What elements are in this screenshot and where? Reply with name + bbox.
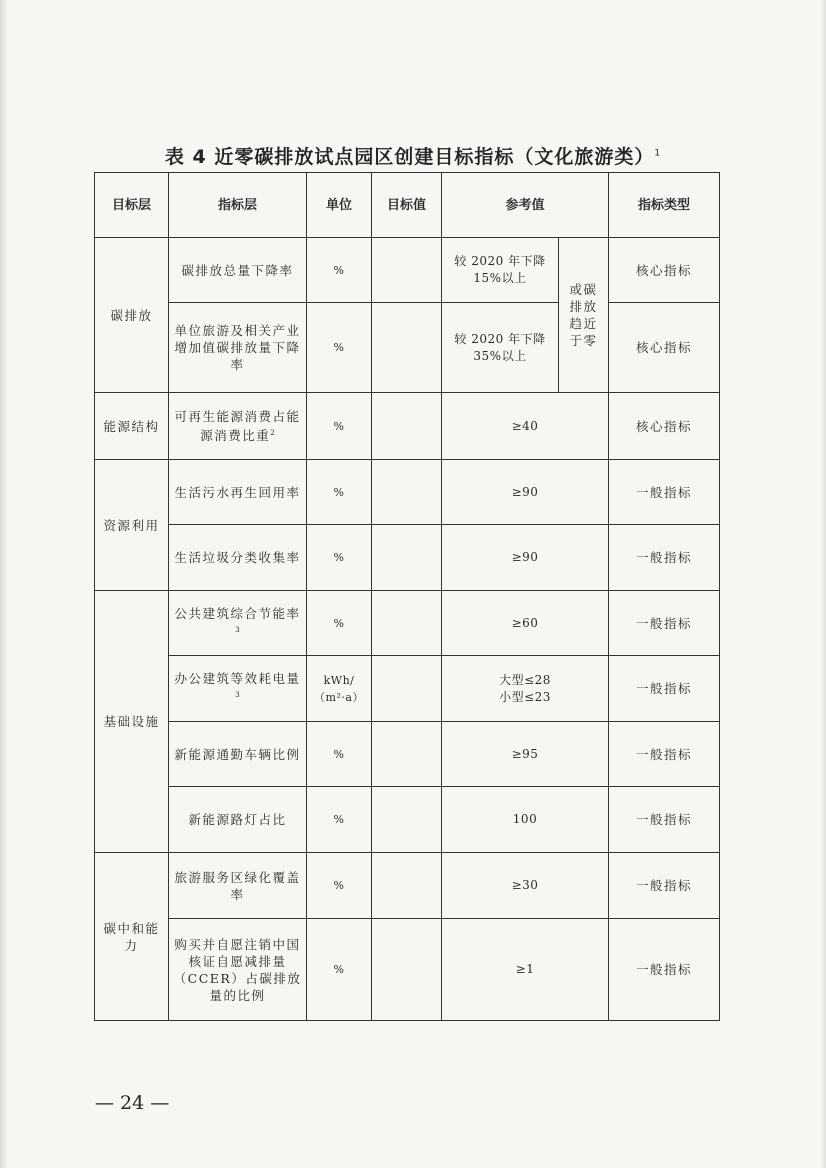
- indicator-cell: 新能源通勤车辆比例: [169, 722, 307, 787]
- unit-cell: %: [307, 787, 372, 853]
- group-energy: 能源结构: [95, 393, 169, 460]
- indicator-cell: 碳排放总量下降率: [169, 238, 307, 303]
- indicator-cell: 购买并自愿注销中国核证自愿减排量（CCER）占碳排放量的比例: [169, 919, 307, 1021]
- indicator-cell: 可再生能源消费占能源消费比重$^2$: [169, 393, 307, 460]
- header-indicator: 指标层: [169, 173, 307, 238]
- type-cell: 一般指标: [609, 460, 720, 525]
- target-cell: [372, 393, 442, 460]
- table-row: [95, 393, 720, 460]
- indicator-cell: 单位旅游及相关产业增加值碳排放量下降率: [169, 303, 307, 393]
- target-cell: [372, 787, 442, 853]
- reference-cell: 较 2020 年下降 35%以上: [442, 303, 559, 393]
- table-title: 表 4 近零碳排放试点园区创建目标指标（文化旅游类）$^1$: [164, 146, 662, 168]
- indicator-cell: 新能源路灯占比: [169, 787, 307, 853]
- type-cell: 核心指标: [609, 238, 720, 303]
- header-unit: 单位: [307, 173, 372, 238]
- indicator-cell: 办公建筑等效耗电量$^3$: [169, 656, 307, 722]
- table-row: [95, 722, 720, 787]
- table-row: [95, 656, 720, 722]
- type-cell: 核心指标: [609, 393, 720, 460]
- header-type: 指标类型: [609, 173, 720, 238]
- target-cell: [372, 238, 442, 303]
- header-row: [95, 173, 720, 238]
- scan-shadow-left: [0, 0, 8, 1168]
- indicator-table: [94, 172, 720, 1021]
- type-cell: 一般指标: [609, 722, 720, 787]
- target-cell: [372, 591, 442, 656]
- type-cell: 一般指标: [609, 525, 720, 591]
- unit-cell: %: [307, 393, 372, 460]
- type-cell: 一般指标: [609, 591, 720, 656]
- unit-cell: %: [307, 722, 372, 787]
- reference-cell: ≥90: [442, 460, 609, 525]
- table-row: [95, 591, 720, 656]
- reference-cell: 100: [442, 787, 609, 853]
- table-row: [95, 460, 720, 525]
- page-number: — 24 —: [95, 1092, 170, 1114]
- reference-cell: ≥60: [442, 591, 609, 656]
- alt-note-cell: 或碳排放趋近于零: [559, 238, 609, 393]
- reference-cell: ≥90: [442, 525, 609, 591]
- group-neutrality: 碳中和能力: [95, 853, 169, 1021]
- target-cell: [372, 919, 442, 1021]
- reference-cell: ≥1: [442, 919, 609, 1021]
- unit-cell: %: [307, 525, 372, 591]
- target-cell: [372, 722, 442, 787]
- header-reference: 参考值: [442, 173, 609, 238]
- table-row: [95, 919, 720, 1021]
- reference-cell: ≥30: [442, 853, 609, 919]
- target-cell: [372, 656, 442, 722]
- unit-cell: %: [307, 919, 372, 1021]
- unit-cell: %: [307, 853, 372, 919]
- type-cell: 一般指标: [609, 656, 720, 722]
- target-cell: [372, 460, 442, 525]
- group-resource: 资源利用: [95, 460, 169, 591]
- type-cell: 一般指标: [609, 919, 720, 1021]
- group-infrastructure: 基础设施: [95, 591, 169, 853]
- header-target: 目标值: [372, 173, 442, 238]
- scan-shadow-right: [820, 0, 826, 1168]
- table-row: [95, 787, 720, 853]
- header-level: 目标层: [95, 173, 169, 238]
- type-cell: 一般指标: [609, 853, 720, 919]
- table-row: [95, 238, 720, 303]
- indicator-cell: 生活垃圾分类收集率: [169, 525, 307, 591]
- reference-cell: 较 2020 年下降 15%以上: [442, 238, 559, 303]
- type-cell: 一般指标: [609, 787, 720, 853]
- reference-cell: ≥40: [442, 393, 609, 460]
- reference-cell: 大型≤28 小型≤23: [442, 656, 609, 722]
- target-cell: [372, 525, 442, 591]
- reference-cell: ≥95: [442, 722, 609, 787]
- indicator-cell: 生活污水再生回用率: [169, 460, 307, 525]
- unit-cell: %: [307, 303, 372, 393]
- indicator-cell: 旅游服务区绿化覆盖率: [169, 853, 307, 919]
- table-row: [95, 853, 720, 919]
- target-cell: [372, 303, 442, 393]
- unit-cell: kWh/ （m²·a）: [307, 656, 372, 722]
- type-cell: 核心指标: [609, 303, 720, 393]
- target-cell: [372, 853, 442, 919]
- unit-cell: %: [307, 591, 372, 656]
- table-row: [95, 303, 720, 393]
- unit-cell: %: [307, 238, 372, 303]
- group-carbon: 碳排放: [95, 238, 169, 393]
- indicator-cell: 公共建筑综合节能率$^3$: [169, 591, 307, 656]
- table-row: [95, 525, 720, 591]
- unit-cell: %: [307, 460, 372, 525]
